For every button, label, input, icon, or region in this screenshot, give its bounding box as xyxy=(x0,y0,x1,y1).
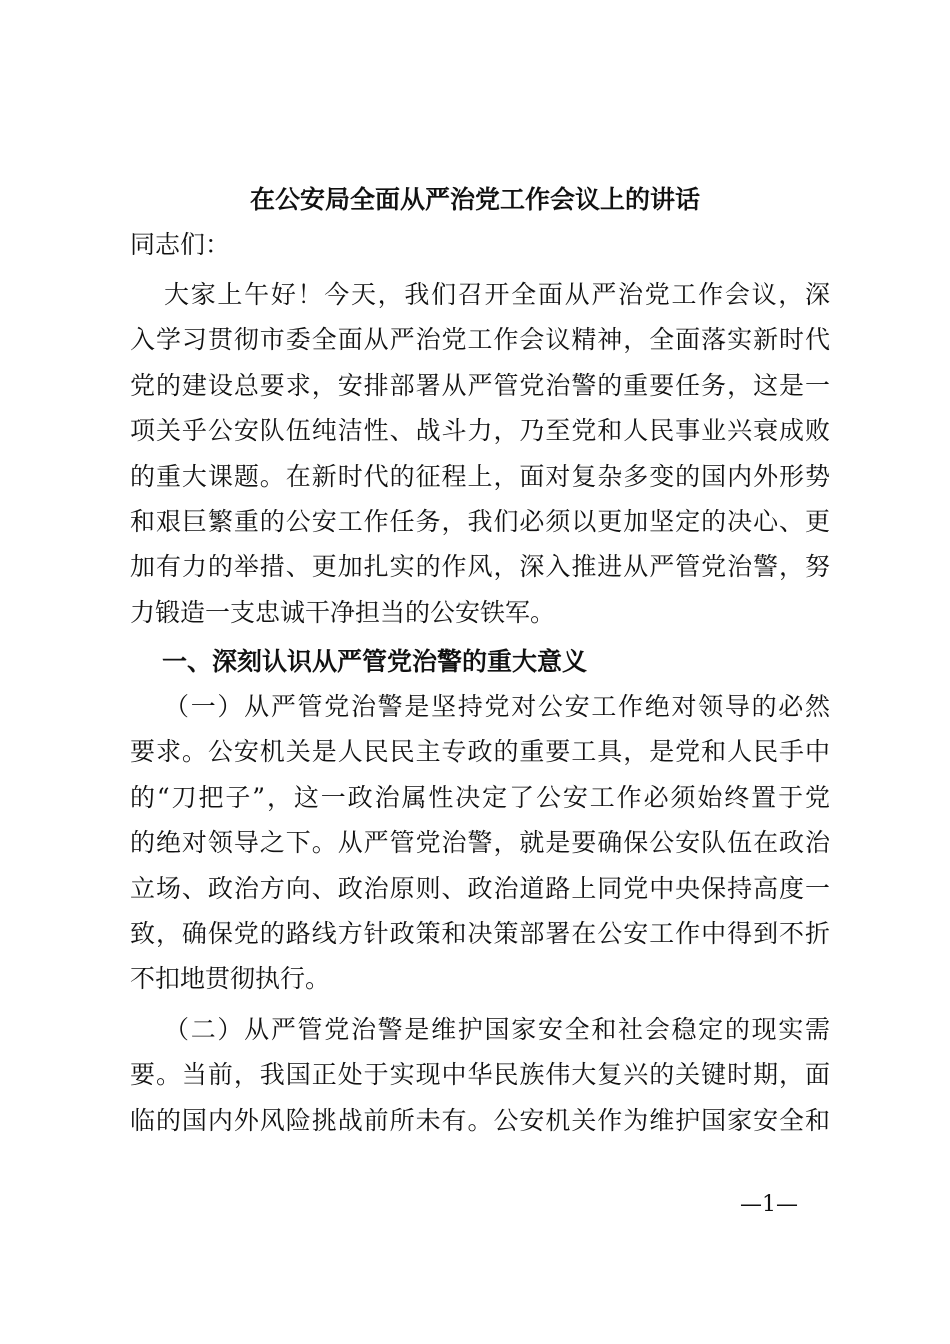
text-line: 党的建设总要求，安排部署从严管党治警的重要任务，这是一 xyxy=(130,370,830,400)
text-line: 要求。公安机关是人民民主专政的重要工具，是党和人民手中 xyxy=(130,737,830,767)
paragraph-intro xyxy=(130,272,830,635)
text-line: 的“刀把子”，这一政治属性决定了公安工作必须始终置于党 xyxy=(130,782,830,812)
text-line: 不扣地贯彻执行。 xyxy=(130,964,331,994)
text-line: （二）从严管党治警是维护国家安全和社会稳定的现实需 xyxy=(164,1015,830,1044)
text-line: 和艰巨繁重的公安工作任务，我们必须以更加坚定的决心、更 xyxy=(130,506,830,536)
page-number: —1— xyxy=(740,1192,798,1217)
text-line: 要。当前，我国正处于实现中华民族伟大复兴的关键时期，面 xyxy=(130,1060,830,1090)
paragraph-point-1 xyxy=(130,684,830,1002)
text-line: 大家上午好！今天，我们召开全面从严治党工作会议，深 xyxy=(164,280,830,309)
section-heading: 一、深刻认识从严管党治警的重大意义 xyxy=(162,647,588,676)
document-title: 在公安局全面从严治党工作会议上的讲话 xyxy=(249,185,700,214)
greeting: 同志们： xyxy=(130,230,231,259)
text-line: 入学习贯彻市委全面从严治党工作会议精神，全面落实新时代 xyxy=(130,325,830,355)
text-line: （一）从严管党治警是坚持党对公安工作绝对领导的必然 xyxy=(164,692,830,721)
text-line: 加有力的举措、更加扎实的作风，深入推进从严管党治警，努 xyxy=(130,552,830,582)
paragraph-point-2 xyxy=(130,1007,830,1143)
text-line: 项关乎公安队伍纯洁性、战斗力，乃至党和人民事业兴衰成败 xyxy=(130,416,830,446)
text-line: 力锻造一支忠诚干净担当的公安铁军。 xyxy=(130,597,556,627)
text-line: 的重大课题。在新时代的征程上，面对复杂多变的国内外形势 xyxy=(130,461,830,491)
text-line: 的绝对领导之下。从严管党治警，就是要确保公安队伍在政治 xyxy=(130,828,830,858)
text-line: 临的国内外风险挑战前所未有。公安机关作为维护国家安全和 xyxy=(130,1105,830,1135)
text-line: 立场、政治方向、政治原则、政治道路上同党中央保持高度一 xyxy=(130,873,830,903)
text-line: 致，确保党的路线方针政策和决策部署在公安工作中得到不折 xyxy=(130,918,830,948)
